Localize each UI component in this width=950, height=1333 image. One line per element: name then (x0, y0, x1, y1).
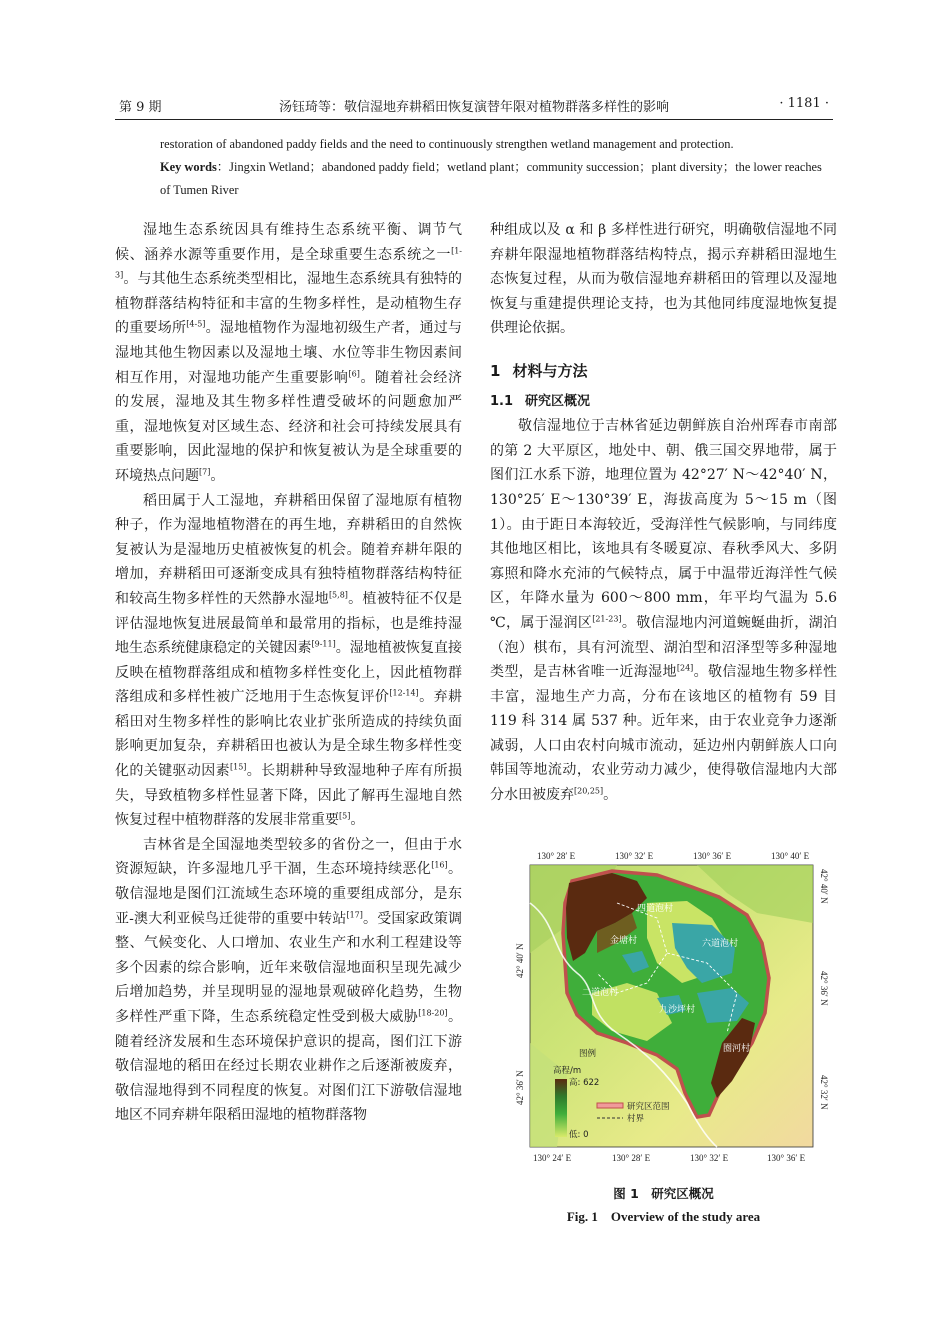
tick-label-right: 42° 32′ N (819, 1075, 829, 1110)
paragraph-continued: 种组成以及 α 和 β 多样性进行研究，明确敬信湿地不同弃耕年限湿地植物群落结构特点，揭示弃耕稻田湿地生态恢复过程，从而为敬信湿地弃耕稻田的管理以及湿地恢复与重建提供理论支持，也为其他同纬度湿地恢复提供理论依据。 (490, 222, 837, 337)
section-heading (490, 359, 837, 384)
keywords-text: ：Jingxin Wetland；abandoned paddy field；wetland plant；community succession；plant diversity；the lower reaches of Tumen River (160, 160, 822, 197)
village-label: 四道泡村 (637, 904, 674, 914)
legend-range-swatch (597, 1103, 623, 1108)
left-column (115, 218, 462, 1128)
text-run: 。 (210, 467, 225, 484)
text-run: 。长期耕种导致湿地种子库有所损失，导致植物多样性显著下降，因此了解再生湿地自然恢复过程中植物群落的发展非常重要 (115, 763, 462, 829)
subsection-number: 1.1 (490, 393, 514, 409)
text-run: 。 (603, 787, 618, 804)
legend-low: 低: 0 (569, 1130, 589, 1140)
legend-elev-label: 高程/m (553, 1066, 582, 1076)
section-number: 1 (490, 361, 501, 380)
running-title: 汤钰琦等：敬信湿地弃耕稻田恢复演替年限对植物群落多样性的影响 (278, 100, 669, 115)
study-area-map (497, 843, 832, 1173)
tick-label-bottom: 130° 24′ E (533, 1153, 572, 1163)
paragraph-4 (490, 414, 837, 808)
tick-label-top: 130° 32′ E (615, 851, 654, 861)
citation: [6] (348, 368, 360, 378)
text-run: 。随着经济发展和生态环境保护意识的提高，图们江下游敬信湿地的稻田在经过长期农业耕作之后逐渐被废弃，敬信湿地得到不同程度的恢复。对图们江下游敬信湿地地区不同弃耕年限稻田湿地的植物群落物 (115, 1009, 463, 1124)
paragraph-1 (115, 218, 462, 489)
section-title: 材料与方法 (512, 361, 588, 380)
citation: [1-3] (115, 245, 462, 280)
village-label: 六道泡村 (702, 939, 739, 949)
text-run: 敬信湿地位于吉林省延边朝鲜族自治州珲春市南部的第 2 大平原区，地处中、朝、俄三国交界地带，属于图们江水系下游，地理位置为 42°27′ N～42°40′ N，130°25′ E～130°39′ E，海拔高度为 5～15 m（图 1）。由于距日本海较近，受海洋性气候影响，与同纬度其他地区相比，该地具有冬暖夏凉、春秋季风大、多阴寡照和降水充沛的气候特点，属于中温带近海洋性气候区，年降水量为 600～800 mm，年平均气温为 5.6 ℃，属于湿润区 (490, 418, 837, 631)
citation: [20,25] (574, 786, 604, 796)
citation: [18-20] (418, 1008, 448, 1018)
issue-number: 第 9 期 (119, 100, 162, 115)
village-label: 圈河村 (723, 1044, 751, 1054)
tick-label-bottom: 130° 32′ E (690, 1153, 729, 1163)
text-run: 。受国家政策调整、气候变化、人口增加、农业生产和水利工程建设等多个因素的综合影响，近年来敬信湿地面积呈现先减少后增加趋势，并呈现明显的湿地景观破碎化趋势，生物多样性严重下降，生态系统稳定性受到极大威胁 (115, 910, 462, 1025)
paragraph-3 (115, 833, 462, 1128)
text-run: 。湿地植被恢复直接反映在植物群落组成和植物多样性变化上，因此植物群落组成和多样性被广泛地用于生态恢复评价 (115, 640, 463, 706)
subsection-title: 研究区概况 (525, 393, 591, 409)
legend-high: 高: 622 (569, 1078, 600, 1088)
text-run: 。敬信湿地内河道蜿蜒曲折，湖泊（泡）棋布，具有河流型、湖泊型和沼泽型等多种湿地类型，是吉林省唯一近海湿地 (490, 614, 837, 681)
tick-label-left: 42° 40′ N (515, 943, 525, 978)
citation: [5,8] (328, 590, 348, 600)
map-svg (497, 843, 832, 1173)
citation: [15] (229, 762, 247, 772)
figure-caption-en: Fig. 1 Overview of the study area (566, 1209, 761, 1224)
tick-label-top: 130° 28′ E (537, 851, 576, 861)
figure-caption-zh: 图 1 研究区概况 (613, 1186, 714, 1201)
legend-range: 研究区范围 (627, 1102, 670, 1112)
text-run: 。与其他生态系统类型相比，湿地生态系统具有独特的植物群落结构特征和丰富的生物多样性，是动植物生存的重要场所 (115, 271, 462, 337)
tick-label-top: 130° 40′ E (771, 851, 810, 861)
citation: [17] (346, 909, 363, 919)
text-run: 。弃耕稻田对生物多样性的影响比农业扩张所造成的持续负面影响更加复杂，弃耕稻田也被认为是全球生物多样性变化的关键驱动因素 (115, 689, 463, 780)
citation: [24] (676, 663, 694, 673)
elevation-ramp (555, 1079, 567, 1137)
text-run: 湿地生态系统因具有维持生态系统平衡、调节气候、涵养水源等重要作用，是全球重要生态系统之一 (115, 222, 462, 263)
paragraph-2 (115, 489, 462, 833)
legend-title: 图例 (579, 1049, 597, 1059)
running-header (115, 93, 833, 120)
text-run: 。 (350, 812, 365, 829)
tick-label-bottom: 130° 28′ E (612, 1153, 651, 1163)
citation: [7] (199, 467, 211, 477)
text-run: 。植被特征不仅是评估湿地恢复进展最简单和最常用的指标，也是维持湿地生态系统健康稳定的关键因素 (115, 590, 463, 657)
citation: [16] (431, 860, 448, 870)
right-column (490, 218, 837, 808)
abstract-tail (160, 133, 835, 202)
village-label: 二道泡村 (582, 988, 619, 998)
tick-label-right: 42° 36′ N (819, 971, 829, 1006)
citation: [21-23] (592, 614, 622, 624)
page-number: · 1181 · (779, 96, 829, 111)
text-run: 。敬信湿地生物多样性丰富，湿地生产力高，分布在该地区的植物有 59 目 119 科 314 属 537 种。近年来，由于农业竞争力逐渐减弱，人口由农村向城市流动，延边州内朝鲜族人口向韩国等地流动，农业劳动力减少，使得敬信湿地内大部分水田被废弃 (490, 664, 838, 804)
village-label: 九沙坪村 (659, 1005, 696, 1015)
citation: [5] (339, 811, 351, 821)
tick-label-right: 42° 40′ N (819, 869, 829, 904)
tick-label-top: 130° 36′ E (693, 851, 732, 861)
text-run: 。湿地植物作为湿地初级生产者，通过与湿地其他生物因素以及湿地土壤、水位等非生物因素间相互作用，对湿地功能产生重要影响 (115, 320, 463, 386)
citation: [9-11] (311, 639, 336, 649)
abstract-line: restoration of abandoned paddy fields and the need to continuously strengthen wetland management and protection. (160, 137, 734, 151)
tick-label-bottom: 130° 36′ E (767, 1153, 806, 1163)
keywords-label: Key words (160, 160, 217, 174)
subsection-heading (490, 390, 837, 415)
citation: [12-14] (389, 688, 419, 698)
tick-label-left: 42° 36′ N (515, 1070, 525, 1105)
citation: [4-5] (186, 319, 206, 329)
text-run: 。敬信湿地是图们江流域生态环境的重要组成部分，是东亚-澳大利亚候鸟迁徙带的重要中转站 (115, 861, 463, 927)
keywords (160, 156, 835, 202)
legend-village: 村界 (627, 1114, 645, 1124)
text-run: 稻田属于人工湿地，弃耕稻田保留了湿地原有植物种子，作为湿地植物潜在的再生地，弃耕稻田的自然恢复被认为是湿地历史植被恢复的机会。随着弃耕年限的增加，弃耕稻田可逐渐变成具有独特植物群落结构特征和较高生物多样性的天然静水湿地 (115, 492, 462, 607)
village-label: 金塘村 (610, 936, 638, 946)
text-run: 吉林省是全国湿地类型较多的省份之一，但由于水资源短缺，许多湿地几乎干涸，生态环境持续恶化 (115, 836, 462, 878)
text-run: 。随着社会经济的发展，湿地及其生物多样性遭受破坏的问题愈加严重，湿地恢复对区域生态、经济和社会可持续发展具有重要影响，因此湿地的保护和恢复被认为是全球重要的环境热点问题 (115, 369, 462, 484)
